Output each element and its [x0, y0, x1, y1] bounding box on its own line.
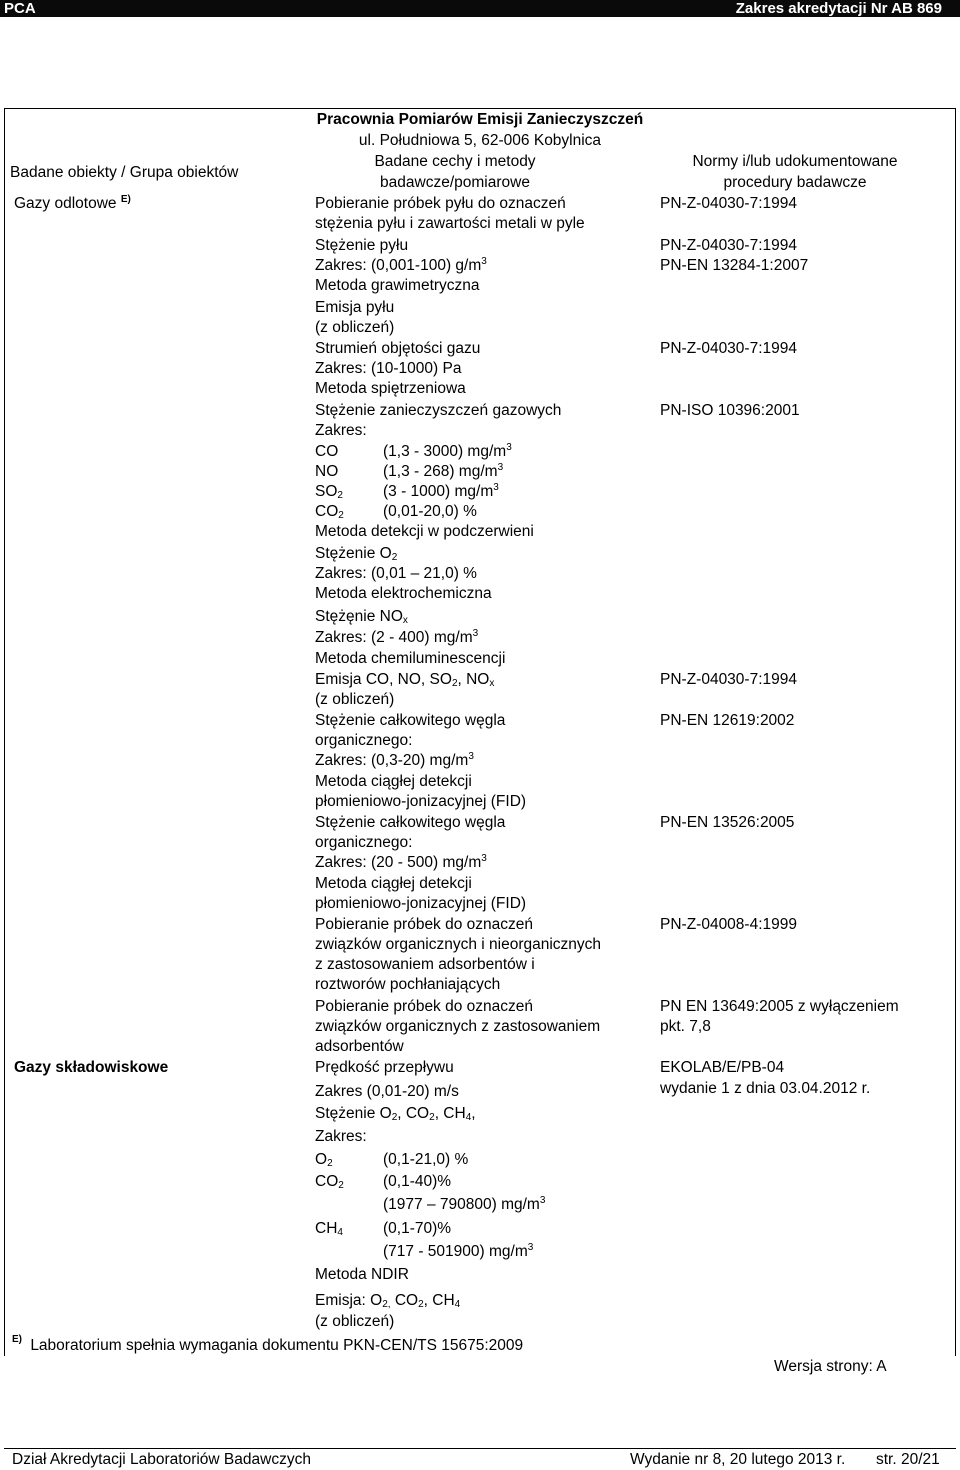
method-line: Strumień objętości gazu [315, 340, 481, 357]
method-line: stężenia pyłu i zawartości metali w pyle [315, 215, 585, 232]
method-line: Emisja pyłu [315, 299, 395, 316]
column-header-methods-1: Badane cechy i metody [374, 153, 536, 170]
method-line: Metoda chemiluminescencji [315, 650, 506, 667]
page-version: Wersja strony: A [774, 1358, 887, 1375]
method-line: Zakres: (2 - 400) $mg/m^3$ [315, 628, 479, 646]
gas-range: (1,3 - 3000) $mg/m^3$ [383, 442, 512, 460]
method-line: Metoda ciągłej detekcji [315, 875, 472, 892]
method-line: organicznego: [315, 732, 413, 749]
method-line: Stężenie zanieczyszczeń gazowych [315, 402, 562, 419]
gas-range: (0,1-40)% [383, 1173, 452, 1190]
footer-left: Dział Akredytacji Laboratoriów Badawczych [12, 1451, 311, 1468]
method-line: Emisja CO, NO, $SO_2$, $NO_x$ [315, 671, 495, 689]
method-line: Metoda ciągłej detekcji [315, 773, 472, 790]
method-line: Stężęnie $NO_x$ [315, 608, 408, 626]
norm: pkt. 7,8 [660, 1018, 711, 1035]
method-line: Emisja: $O_{2,}$ $CO_2$, $CH_4$ [315, 1292, 461, 1310]
method-line: płomieniowo-jonizacyjnej (FID) [315, 895, 527, 912]
method-line: Stężenie całkowitego węgla [315, 814, 506, 831]
norm: PN-ISO 10396:2001 [660, 402, 800, 419]
group-exhaust-gases: Gazy odlotowe $^{E)}$ [14, 194, 131, 212]
footer-page-number: str. 20/21 [876, 1451, 940, 1468]
header-left: PCA [4, 0, 36, 17]
method-line: Zakres: [315, 422, 367, 439]
method-line: Zakres: (10-1000) Pa [315, 360, 462, 377]
norm: PN EN 13649:2005 z wyłączeniem [660, 998, 899, 1015]
gas-name: $CO_2$ [315, 1173, 344, 1191]
gas-name: $O_2$ [315, 1151, 333, 1169]
gas-range: (1977 – 790800) $mg/m^3$ [383, 1195, 546, 1213]
method-line: Zakres: (0,01 – 21,0) % [315, 565, 477, 582]
method-line: Metoda grawimetryczna [315, 277, 480, 294]
method-line: związków organicznych i nieorganicznych [315, 936, 602, 953]
method-line: (z obliczeń) [315, 1313, 395, 1330]
method-line: Pobieranie próbek do oznaczeń [315, 916, 534, 933]
norm: PN-EN 12619:2002 [660, 712, 795, 729]
method-line: Pobieranie próbek do oznaczeń [315, 998, 534, 1015]
method-line: Stężenie całkowitego węgla [315, 712, 506, 729]
lab-name: Pracownia Pomiarów Emisji Zanieczyszczeń [316, 111, 644, 128]
method-line: Metoda elektrochemiczna [315, 585, 492, 602]
method-line: Stężenie pyłu [315, 237, 409, 254]
header-right: Zakres akredytacji Nr AB 869 [735, 0, 942, 17]
footer-divider [4, 1448, 956, 1449]
gas-range: (0,1-21,0) % [383, 1151, 469, 1168]
gas-range: (0,01-20,0) % [383, 503, 477, 520]
method-line: Metoda detekcji w podczerwieni [315, 523, 534, 540]
method-line: Zakres (0,01-20) m/s [315, 1083, 459, 1100]
method-line: adsorbentów [315, 1038, 404, 1055]
top-header-bar [0, 0, 960, 17]
norm: wydanie 1 z dnia 03.04.2012 r. [660, 1080, 871, 1097]
gas-name: CO [315, 443, 339, 460]
group-landfill-gases: Gazy składowiskowe [14, 1059, 169, 1076]
method-range: Zakres: (20 - 500) $mg/m^3$ [315, 853, 487, 871]
method-line: z zastosowaniem adsorbentów i [315, 956, 535, 973]
column-header-norms-1: Normy i/lub udokumentowane [692, 153, 898, 170]
method-line: Prędkość przepływu [315, 1059, 454, 1076]
method-line: organicznego: [315, 834, 413, 851]
accreditation-note: $^{E)}$ Laboratorium spełnia wymagania dokumentu PKN-CEN/TS 15675:2009 [12, 1334, 524, 1354]
norm: PN-Z-04030-7:1994 [660, 195, 797, 212]
method-line: (z obliczeń) [315, 691, 395, 708]
method-range: Zakres: (0,001-100) $g/m^3$ [315, 256, 487, 274]
column-header-methods-2: badawcze/pomiarowe [380, 174, 530, 191]
method-line: Stężenie $O_2$, $CO_2$, $CH_4$, [315, 1105, 476, 1123]
method-line: Metoda NDIR [315, 1266, 409, 1283]
gas-name: $CH_4$ [315, 1220, 343, 1238]
method-line: Zakres: [315, 1128, 367, 1145]
norm: EKOLAB/E/PB-04 [660, 1059, 785, 1076]
gas-range: (717 - 501900) $mg/m^3$ [383, 1242, 534, 1260]
method-line: Metoda spiętrzeniowa [315, 380, 466, 397]
column-header-objects: Badane obiekty / Grupa obiektów [10, 164, 239, 181]
method-line: Pobieranie próbek pyłu do oznaczeń [315, 195, 566, 212]
norm: PN-Z-04008-4:1999 [660, 916, 797, 933]
gas-name: $CO_2$ [315, 503, 344, 521]
norm: PN-EN 13284-1:2007 [660, 257, 809, 274]
gas-range: (0,1-70)% [383, 1220, 452, 1237]
lab-address: ul. Południowa 5, 62-006 Kobylnica [358, 132, 602, 149]
table-frame [4, 108, 956, 1356]
method-range: Zakres: (0,3-20) $mg/m^3$ [315, 751, 474, 769]
method-line: (z obliczeń) [315, 319, 395, 336]
footer-edition: Wydanie nr 8, 20 lutego 2013 r. [630, 1451, 846, 1468]
method-line: roztworów pochłaniających [315, 976, 501, 993]
norm: PN-EN 13526:2005 [660, 814, 795, 831]
norm: PN-Z-04030-7:1994 [660, 340, 797, 357]
gas-name: $SO_2$ [315, 483, 343, 501]
method-line: Stężenie $O_2$ [315, 545, 398, 563]
norm: PN-Z-04030-7:1994 [660, 237, 797, 254]
method-line: związków organicznych z zastosowaniem [315, 1018, 601, 1035]
column-header-norms-2: procedury badawcze [723, 174, 867, 191]
norm: PN-Z-04030-7:1994 [660, 671, 797, 688]
gas-range: (3 - 1000) $mg/m^3$ [383, 482, 499, 500]
method-line: płomieniowo-jonizacyjnej (FID) [315, 793, 527, 810]
gas-range: (1,3 - 268) $mg/m^3$ [383, 462, 504, 480]
gas-name: NO [315, 463, 339, 480]
